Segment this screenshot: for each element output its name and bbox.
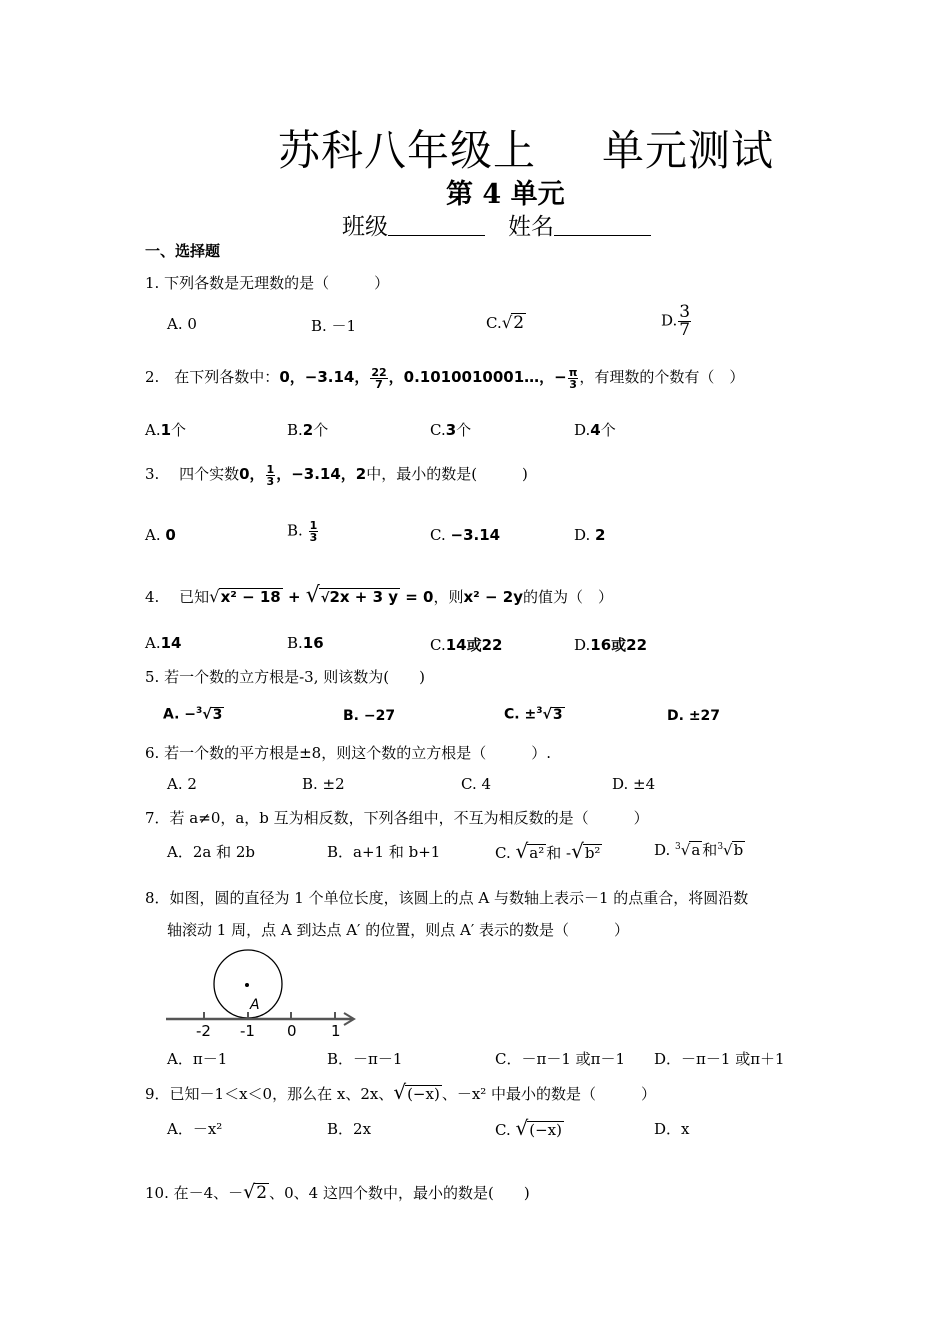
- circle-center-dot: [245, 983, 249, 987]
- sqrt-radicand: (−x): [407, 1085, 440, 1103]
- name-blank: [554, 213, 651, 236]
- q1-option-b: B. －1: [311, 317, 357, 335]
- q3-option-c: C. −3.14: [430, 526, 501, 544]
- question-4: 4. 已知√x² − 18 + √√2x + 3 y = 0，则x² − 2y的值为（ ）: [145, 583, 613, 608]
- question-8-line2: 轴滚动 1 周，点 A 到达点 A′ 的位置，则点 A′ 表示的数是（ ）: [167, 921, 629, 939]
- q8-option-d: D．－π－1 或π＋1: [654, 1050, 785, 1068]
- sqrt-radicand: b²: [584, 844, 601, 862]
- q6-option-a: A. 2: [167, 775, 197, 793]
- q3-option-a: A. 0: [145, 526, 176, 544]
- class-label: 班级: [342, 214, 388, 240]
- q7-option-c: C. √a² 和 -√b²: [495, 839, 601, 863]
- q1-option-d: D. $\frac{3}{7}$: [661, 302, 691, 340]
- page-title: [278, 118, 774, 178]
- fraction: $\frac{3}{7}$: [679, 302, 691, 340]
- question-6: 6. 若一个数的平方根是±8，则这个数的立方根是（ ）.: [145, 744, 551, 762]
- q2-option-a: A.1个: [145, 421, 187, 439]
- sqrt-radicand: a²: [529, 844, 545, 862]
- point-label: A: [250, 997, 260, 1013]
- q8-option-a: A．π－1: [167, 1050, 228, 1068]
- q2-option-c: C.3个: [430, 421, 472, 439]
- question-3: 3. 四个实数0， $\frac{1}{3}$ ，−3.14，2中，最小的数是( ): [145, 462, 528, 488]
- q4-option-c: C.14或22: [430, 636, 503, 654]
- fraction: $\frac{\pi}{3}$: [568, 365, 578, 391]
- question-7: 7．若 a≠0，a，b 互为相反数，下列各组中，不互为相反数的是（ ）: [145, 809, 649, 827]
- q2-option-d: D.4个: [574, 421, 616, 439]
- sqrt-radicand: (−x): [529, 1121, 562, 1139]
- q9-option-a: A．－x²: [167, 1120, 223, 1138]
- q7-option-a: A．2a 和 2b: [167, 843, 256, 861]
- q5-option-b: B. −27: [343, 708, 396, 724]
- tick-label: 1: [331, 1022, 341, 1040]
- sqrt-radicand: 2: [513, 313, 525, 333]
- question-1: 1. 下列各数是无理数的是（ ）: [145, 274, 390, 292]
- name-label: 姓名: [508, 214, 554, 240]
- q9-option-b: B．2x: [327, 1120, 372, 1138]
- fraction: $\frac{1}{3}$: [309, 519, 318, 544]
- q5-option-d: D. ±27: [667, 708, 721, 724]
- q7-option-d: D. $^3$√a 和$^3$√b: [654, 841, 744, 859]
- section-heading: 一、选择题: [145, 242, 221, 260]
- q6-option-b: B. ±2: [302, 775, 345, 793]
- question-5: 5. 若一个数的立方根是-3, 则该数为( ): [145, 668, 425, 686]
- tick-label: 0: [287, 1022, 297, 1040]
- sqrt-radicand: √2x + 3 y: [320, 588, 399, 606]
- tick-label: -2: [196, 1022, 211, 1040]
- fraction: $\frac{1}{3}$: [266, 462, 275, 488]
- sqrt-radicand: 2: [256, 1183, 268, 1203]
- q9-option-c: C. √(−x): [495, 1116, 562, 1140]
- q5-option-c: C. ±$^3$√3: [504, 706, 563, 723]
- unit-heading: 第 4 单元: [446, 179, 565, 210]
- class-blank: [388, 213, 485, 236]
- q9-option-d: D．x: [654, 1120, 690, 1138]
- title-left: 苏科八年级上: [278, 126, 537, 175]
- fraction: $\frac{22}{7}$: [371, 365, 387, 391]
- tick-label: -1: [240, 1022, 255, 1040]
- q6-option-d: D. ±4: [612, 775, 656, 793]
- sqrt-radicand: x² − 18: [220, 588, 281, 606]
- title-right: 单元测试: [602, 126, 775, 175]
- q5-option-a: A. −$^3$√3: [163, 706, 223, 723]
- number-line-figure: [160, 948, 370, 1042]
- q6-option-c: C. 4: [461, 775, 492, 793]
- q3-option-d: D. 2: [574, 526, 606, 544]
- q4-option-a: A.14: [145, 634, 182, 652]
- q8-option-c: C．－π－1 或π－1: [495, 1050, 626, 1068]
- q4-option-b: B.16: [287, 634, 324, 652]
- question-9: 9．已知－1＜x＜0，那么在 x、2x、√(−x) 、－x² 中最小的数是（ ）: [145, 1080, 657, 1104]
- question-8-line1: 8．如图，圆的直径为 1 个单位长度，该圆上的点 A 与数轴上表示－1 的点重合，将圆沿数: [145, 889, 749, 907]
- student-info-line: [342, 208, 651, 241]
- q7-option-b: B．a+1 和 b+1: [327, 843, 441, 861]
- q1-option-c: C.√2: [486, 313, 525, 333]
- question-10: 10. 在－4、－√2 、0、4 这四个数中，最小的数是( ): [145, 1181, 530, 1203]
- question-2: 2. 在下列各数中：0，−3.14， $\frac{22}{7}$ ，0.1010010001…，− $\frac{\pi}{3}$ ，有理数的个数有（ ）: [145, 365, 745, 391]
- q2-option-b: B.2个: [287, 421, 329, 439]
- q8-option-b: B．－π－1: [327, 1050, 403, 1068]
- q3-option-b: B. $\frac{1}{3}$: [287, 519, 318, 544]
- q1-option-a: A. 0: [167, 315, 197, 333]
- q4-option-d: D.16或22: [574, 636, 648, 654]
